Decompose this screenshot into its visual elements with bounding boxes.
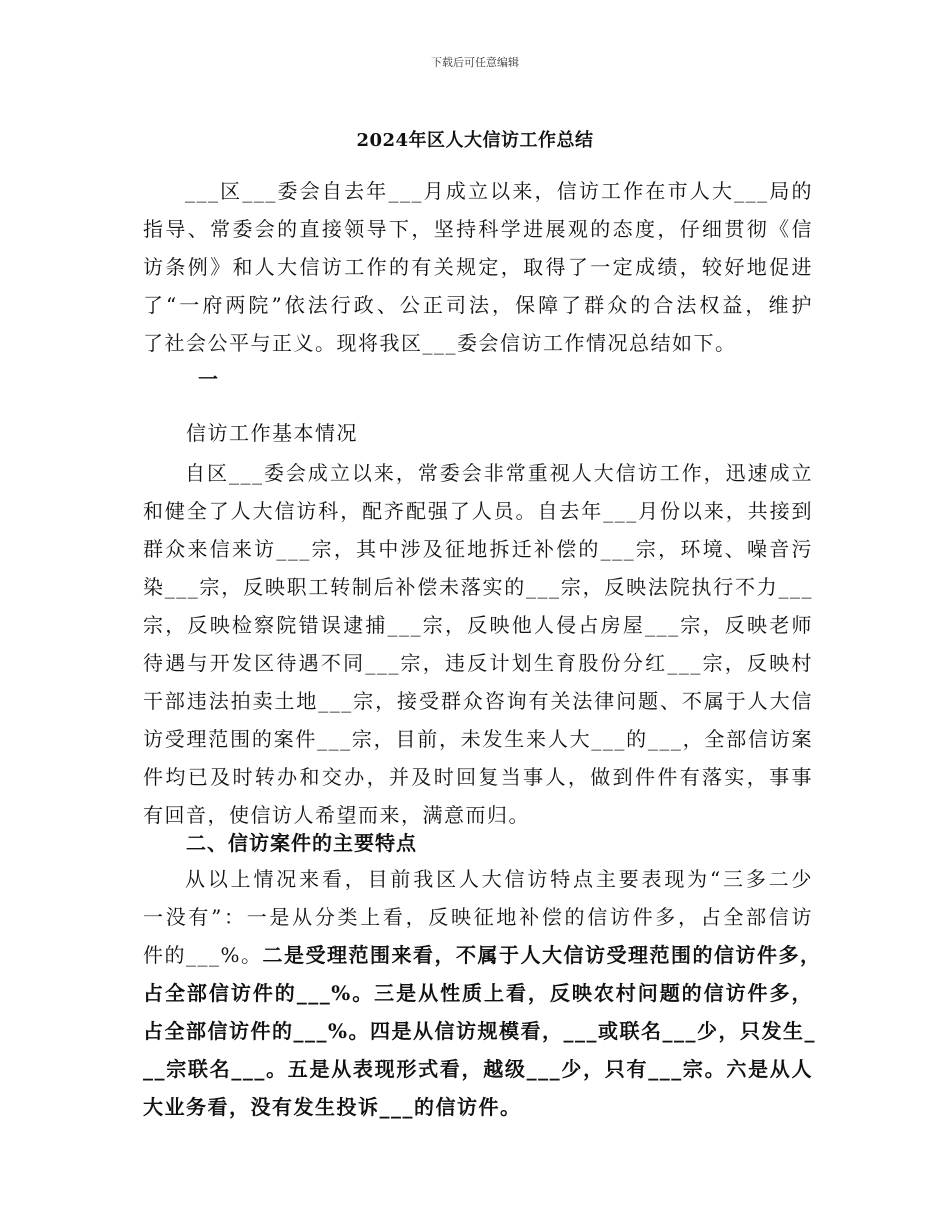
intro-line: 了社会公平与正义。现将我区___委会信访工作情况总结如下。 (143, 331, 737, 355)
intro-line: 指导、常委会的直接领导下，坚持科学进展观的态度，仔细贯彻《信 (143, 217, 813, 241)
section2-line3-bold: 二是受理范围来看，不属于人大信访受理范围的信访件多， (262, 943, 822, 967)
section2-bold-line: 占全部信访件的___%。四是从信访规模看，___或联名___少，只发生_ (143, 1019, 817, 1043)
section1-paragraph (143, 454, 813, 834)
section2-heading: 二、信访案件的主要特点 (186, 831, 417, 855)
section1-line: 染___宗，反映职工转制后补偿未落实的___宗，反映法院执行不力___ (143, 575, 813, 599)
section1-line: 和健全了人大信访科，配齐配强了人员。自去年___月份以来，共接到 (143, 499, 813, 523)
intro-line: 访条例》和人大信访工作的有关规定，取得了一定成绩，较好地促进 (143, 255, 813, 279)
section2-bold-line: 大业务看，没有发生投诉___的信访件。 (143, 1095, 522, 1119)
section1-heading: 信访工作基本情况 (186, 421, 358, 445)
section2-bold-line: 占全部信访件的___%。三是从性质上看，反映农村问题的信访件多， (143, 981, 813, 1005)
section2-paragraph (143, 860, 822, 1126)
intro-paragraph (143, 172, 813, 362)
section1-line: 件均已及时转办和交办，并及时回复当事人，做到件件有落实，事事 (143, 765, 813, 789)
section1-line: 有回音，使信访人希望而来，满意而归。 (143, 803, 530, 827)
section2-bold-line: __宗联名___。五是从表现形式看，越级___少，只有___宗。六是从人 (143, 1057, 813, 1081)
section1-line: 宗，反映检察院错误逮捕___宗，反映他人侵占房屋___宗，反映老师 (143, 613, 813, 637)
section2-line: 从以上情况来看，目前我区人大信访特点主要表现为“三多二少 (185, 867, 813, 891)
section1-line: 自区___委会成立以来，常委会非常重视人大信访工作，迅速成立 (185, 461, 813, 485)
section1-line: 访受理范围的案件___宗，目前，未发生来人大___的___，全部信访案 (143, 727, 813, 751)
section1-number: 一 (198, 367, 218, 391)
download-note: 下载后可任意编辑 (431, 56, 519, 69)
section2-line: 一没有”：一是从分类上看，反映征地补偿的信访件多，占全部信访 (143, 905, 813, 929)
section1-line: 干部违法拍卖土地___宗，接受群众咨询有关法律问题、不属于人大信 (143, 689, 813, 713)
section1-line: 群众来信来访___宗，其中涉及征地拆迁补偿的___宗，环境、噪音污 (143, 537, 813, 561)
section1-line: 待遇与开发区待遇不同___宗，违反计划生育股份分红___宗，反映村 (143, 651, 813, 675)
section2-line (143, 936, 822, 974)
intro-line: 了“一府两院”依法行政、公正司法，保障了群众的合法权益，维护 (143, 293, 813, 317)
section2-line3-normal: 件的___%。 (143, 943, 263, 967)
intro-line: ___区___委会自去年___月成立以来，信访工作在市人大___局的 (185, 179, 813, 203)
document-title: 2024年区人大信访工作总结 (356, 130, 594, 151)
